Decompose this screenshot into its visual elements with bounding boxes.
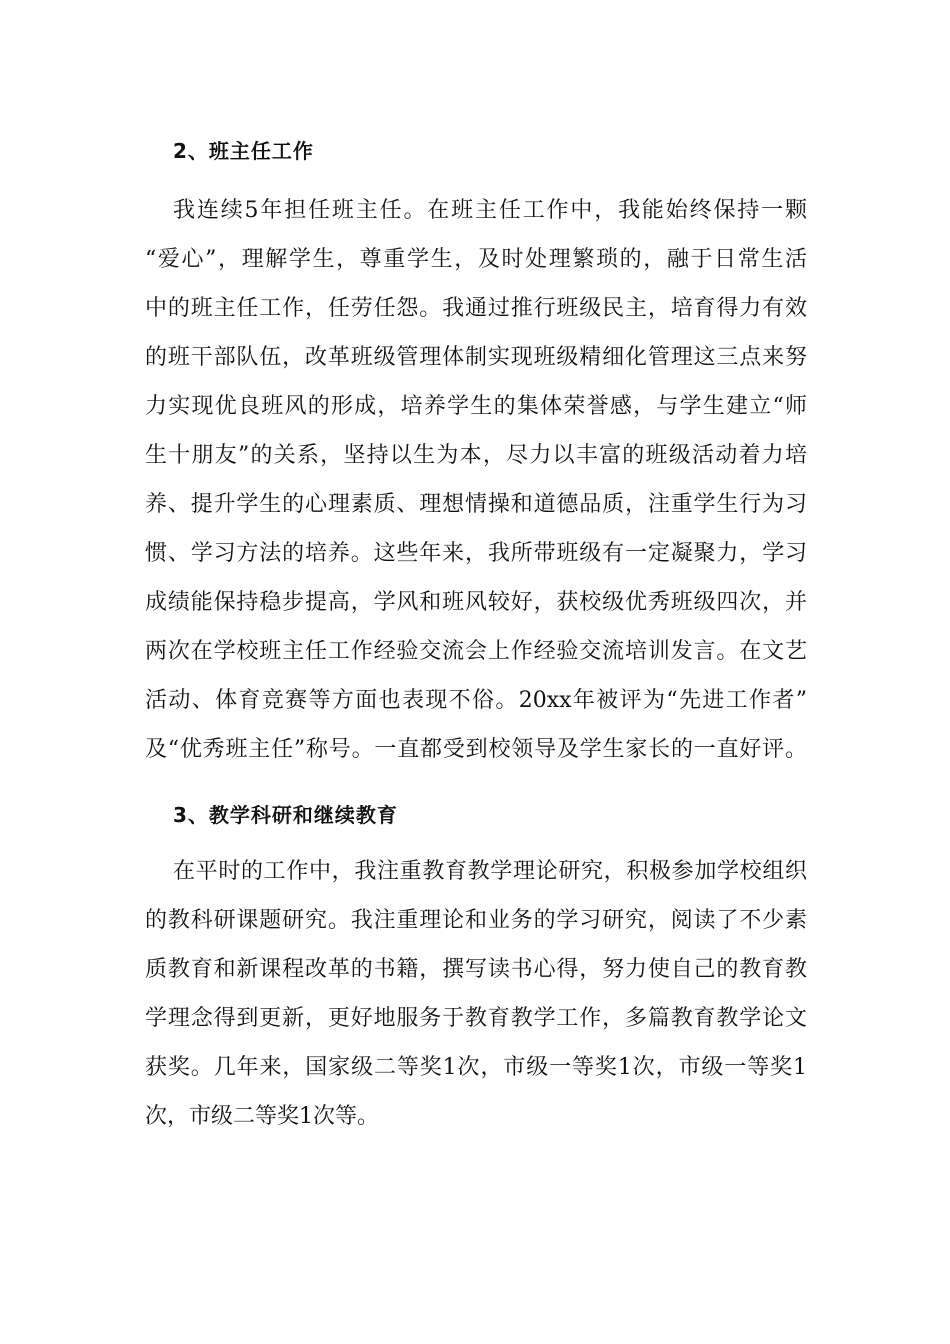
section-2-line: 中的班主任工作，任劳任怨。我通过推行班级民主，培育得力有效 — [145, 296, 807, 321]
section-2-line: 活动、体育竞赛等方面也表现不俗。20xx年被评为“先进工作者” — [145, 688, 807, 713]
section-3-line: 在平时的工作中，我注重教育教学理论研究，积极参加学校组织 — [173, 859, 807, 884]
section-3-line: 获奖。几年来，国家级二等奖1次，市级一等奖1次，市级一等奖1 — [145, 1055, 807, 1080]
section-2-line: 成绩能保持稳步提高，学风和班风较好，获校级优秀班级四次，并 — [145, 590, 807, 615]
section-2-line: 惯、学习方法的培养。这些年来，我所带班级有一定凝聚力，学习 — [145, 541, 807, 566]
section-2-line: 我连续5年担任班主任。在班主任工作中，我能始终保持一颗 — [173, 198, 807, 223]
section-3-heading: 3、教学科研和继续教育 — [173, 803, 398, 827]
section-2-heading: 2、班主任工作 — [173, 139, 314, 163]
section-2-line: 两次在学校班主任工作经验交流会上作经验交流培训发言。在文艺 — [145, 639, 807, 664]
section-2-line: 力实现优良班风的形成，培养学生的集体荣誉感，与学生建立“师 — [145, 394, 807, 419]
section-2-line: “爱心”，理解学生，尊重学生，及时处理繁琐的，融于日常生活 — [145, 247, 807, 272]
section-2-line: 及“优秀班主任”称号。一直都受到校领导及学生家长的一直好评。 — [145, 737, 807, 762]
section-3-line: 次，市级二等奖1次等。 — [145, 1104, 379, 1129]
section-3-line: 学理念得到更新，更好地服务于教育教学工作，多篇教育教学论文 — [145, 1006, 807, 1031]
section-3-line: 质教育和新课程改革的书籍，撰写读书心得，努力使自己的教育教 — [145, 957, 807, 982]
section-2-line: 养、提升学生的心理素质、理想情操和道德品质，注重学生行为习 — [145, 492, 807, 517]
section-2-line: 的班干部队伍，改革班级管理体制实现班级精细化管理这三点来努 — [145, 345, 807, 370]
section-3-line: 的教科研课题研究。我注重理论和业务的学习研究，阅读了不少素 — [145, 908, 807, 933]
section-2-line: 生十朋友”的关系，坚持以生为本，尽力以丰富的班级活动着力培 — [145, 443, 807, 468]
